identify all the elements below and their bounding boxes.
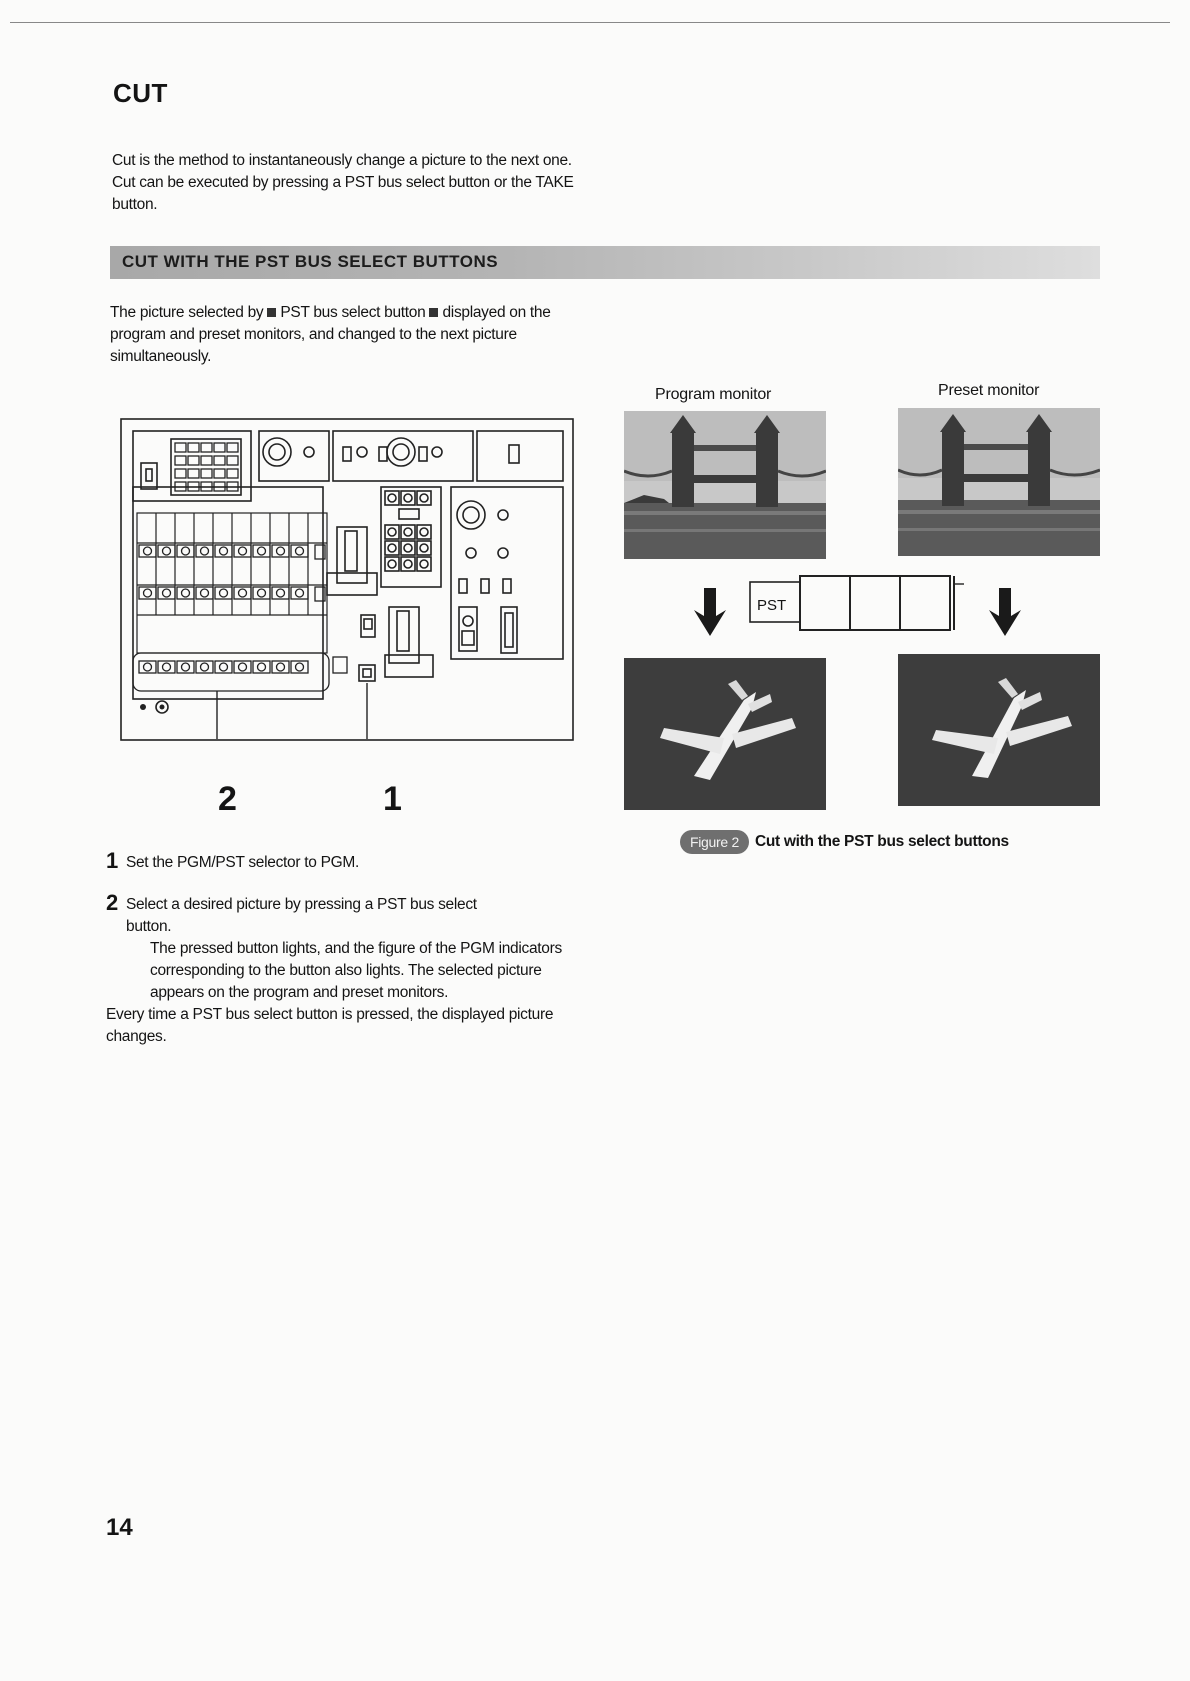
square-bullet-icon: [267, 308, 276, 317]
step-2: [106, 892, 596, 916]
top-rule: [10, 22, 1170, 23]
page-title: CUT: [113, 78, 168, 108]
pst-label: PST: [757, 597, 787, 614]
steps-list: [106, 850, 596, 1048]
callout-1: 1: [383, 780, 402, 818]
section-text-part3: displayed on the program and preset monitors, and changed to the next picture simultaneously.: [110, 304, 551, 365]
section-text-part1: The picture selected by: [110, 304, 264, 321]
section-title: CUT WITH THE PST BUS SELECT BUTTONS: [122, 252, 499, 271]
program-monitor-airplane-image: [624, 658, 826, 810]
section-header-bar: [110, 246, 1100, 279]
figure-caption: [680, 830, 1009, 854]
program-monitor-bridge-image: [624, 411, 826, 559]
preset-monitor-bridge-image: [898, 408, 1100, 556]
step-1: [106, 850, 596, 874]
program-monitor-label: Program monitor: [655, 386, 772, 403]
section-paragraph: [110, 302, 600, 368]
down-arrow-icon: [985, 588, 1025, 638]
step-2-detail: The pressed button lights, and the figure of the PGM indicators corresponding to the button also lights. The selected picture appears on the program and preset monitors.: [150, 940, 562, 1001]
page-number: 14: [106, 1514, 133, 1541]
section-text-part2: PST bus select button: [280, 304, 426, 321]
step-2-text-continued: button.: [126, 918, 172, 935]
figure-caption-text: Cut with the PST bus select buttons: [754, 833, 1009, 850]
preset-monitor-airplane-image: [898, 654, 1100, 806]
step-note: Every time a PST bus select button is pressed, the displayed picture changes.: [106, 1006, 554, 1045]
step-1-number: 1: [106, 848, 118, 873]
preset-monitor-label: Preset monitor: [938, 382, 1040, 399]
intro-paragraph: Cut is the method to instantaneously change a picture to the next one. Cut can be executed by pressing a PST bus select button or the TAKE button.: [112, 152, 574, 213]
figure-badge: Figure 2: [680, 830, 749, 854]
callout-2: 2: [218, 780, 237, 818]
square-bullet-icon: [429, 308, 438, 317]
switcher-panel-diagram: [119, 417, 575, 742]
step-2-number: 2: [106, 890, 118, 915]
step-2-text: Select a desired picture by pressing a PST bus select: [125, 896, 477, 913]
step-1-text: Set the PGM/PST selector to PGM.: [125, 854, 359, 871]
down-arrow-icon: [690, 588, 730, 638]
